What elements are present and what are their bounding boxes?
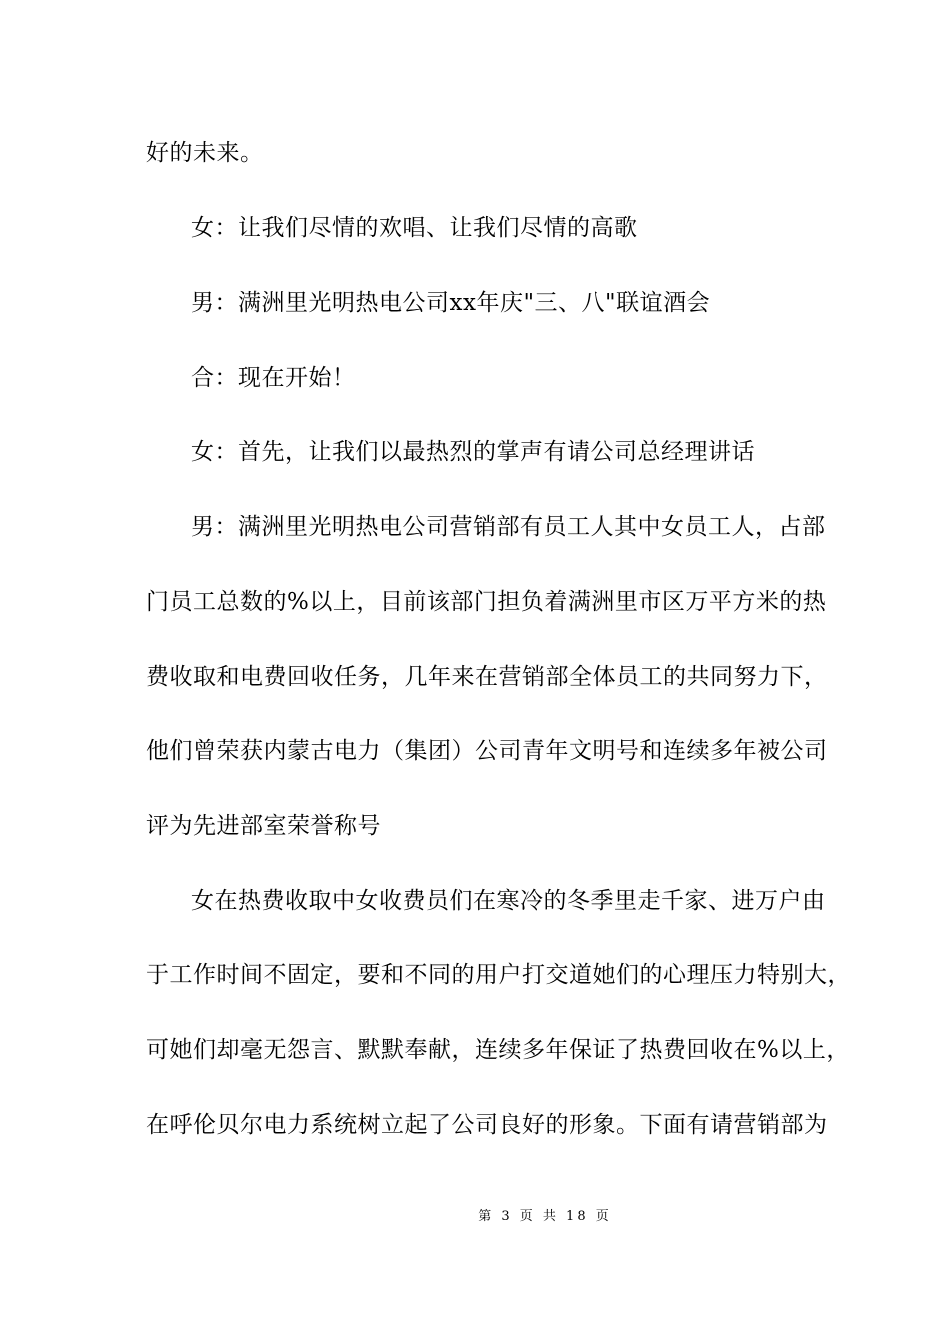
text-line: 合：现在开始！ [191,365,356,391]
text-line: 好的未来。 [146,140,264,166]
text-line: 门员工总数的%以上，目前该部门担负着满洲里市区万平方米的热 [146,589,827,615]
text-line: 男：满洲里光明热电公司xx年庆"三、八"联谊酒会 [191,290,711,316]
text-line: 评为先进部室荣誉称号 [146,813,381,839]
text-line: 女在热费收取中女收费员们在寒冷的冬季里走千家、进万户由 [191,888,826,914]
text-line: 他们曾荣获内蒙古电力（集团）公司青年文明号和连续多年被公司 [146,738,828,764]
text-line: 可她们却毫无怨言、默默奉献，连续多年保证了热费回收在%以上， [146,1037,850,1063]
page-number: 第 3 页 共 18 页 [478,1209,612,1224]
text-line: 费收取和电费回收任务，几年来在营销部全体员工的共同努力下， [146,664,828,690]
text-line: 女：让我们尽情的欢唱、让我们尽情的高歌 [191,215,638,241]
text-line: 在呼伦贝尔电力系统树立起了公司良好的形象。下面有请营销部为 [146,1112,828,1138]
text-line: 于工作时间不固定，要和不同的用户打交道她们的心理压力特别大， [146,962,851,988]
text-line: 女：首先，让我们以最热烈的掌声有请公司总经理讲话 [191,439,755,465]
text-line: 男：满洲里光明热电公司营销部有员工人其中女员工人，占部 [191,514,826,540]
